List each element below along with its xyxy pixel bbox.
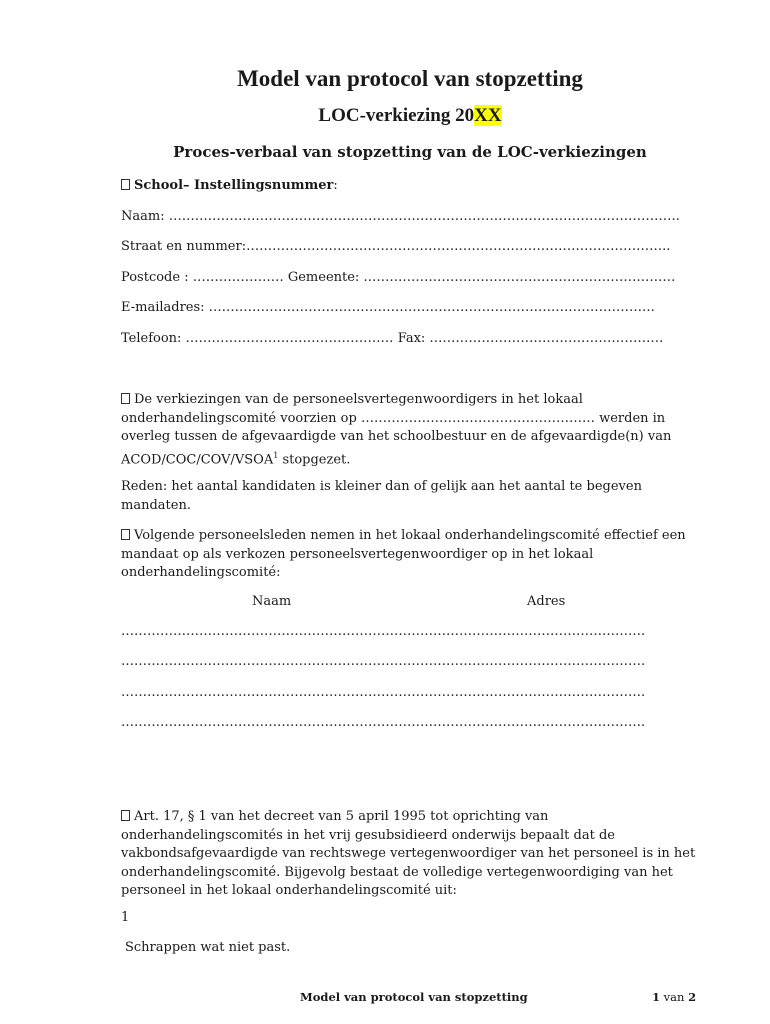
p1-end: stopgezet. xyxy=(278,451,351,467)
column-adres: Adres xyxy=(527,594,566,609)
document-title: Model van protocol van stopzetting xyxy=(237,66,583,91)
subtitle-highlight: XX xyxy=(474,105,502,126)
column-naam: Naam xyxy=(252,594,292,609)
dotted-line: …………………………………………………………………………………………………………. xyxy=(121,715,646,730)
footer-title: Model van protocol van stopzetting xyxy=(300,990,528,1004)
naam-field: Naam: ………………………………………………………………………………………………………. xyxy=(121,209,680,224)
paragraph-reden: Reden: het aantal kandidaten is kleiner dan of gelijk aan het aantal te begeven mandaten. xyxy=(121,479,642,513)
straat-field: Straat en nummer:…………………………………………………………………………………….. xyxy=(121,239,671,254)
p2-text: Volgende personeelsleden nemen in het lokaal onderhandelingscomité effectief een mandaat op als verkozen personeelsvertegenwoordiger op in het lokaal onderhandelingscomité: xyxy=(121,528,686,580)
paragraph-personeelsleden xyxy=(121,527,701,583)
footnote-number: 1 xyxy=(121,910,130,925)
page-number xyxy=(652,990,696,1004)
art-text: Art. 17, § 1 van het decreet van 5 april 1995 tot oprichting van onderhandelingscomités in het vrij gesubsidieerd onderwijs bepaalt dat de vakbondsafgevaardigde van rechtswege vertegenwoordiger van het personeel is in het onderhandelingscomité. Bijgevolg bestaat de volledige vertegenwoordiging van het personeel in het lokaal onderhandelingscomité uit: xyxy=(121,809,696,898)
paragraph-article xyxy=(121,808,701,901)
telefoon-field: Telefoon: ………………………………………… Fax: ……………………………………………… xyxy=(121,331,664,346)
checkbox-icon xyxy=(121,529,130,540)
page-total: 2 xyxy=(688,990,697,1004)
school-label: School– Instellingsnummer xyxy=(134,178,334,193)
subtitle-text: LOC-verkiezing 20 xyxy=(318,105,475,126)
dotted-line: …………………………………………………………………………………………………………. xyxy=(121,624,646,639)
school-line xyxy=(121,178,338,193)
document-subtitle xyxy=(0,105,770,127)
school-suffix: : xyxy=(333,178,338,193)
p1-text: De verkiezingen van de personeelsvertegenwoordigers in het lokaal onderhandelingscomité voorzien op ……………………………………………… werden in overleg tussen de afgevaardigde van het schoolbestuur en de afgevaardigde(n) van ACOD/COC/COV/VSOA xyxy=(121,392,672,467)
page-sep: van xyxy=(660,990,689,1004)
dotted-line: …………………………………………………………………………………………………………. xyxy=(121,685,646,700)
paragraph-stopzetting xyxy=(121,391,701,469)
footnote-text: Schrappen wat niet past. xyxy=(125,940,291,955)
dotted-line: …………………………………………………………………………………………………………. xyxy=(121,654,646,669)
checkbox-icon xyxy=(121,393,130,404)
email-field: E-mailadres: …………………………………………………………………………………………. xyxy=(121,300,655,315)
section-heading: Proces-verbaal van stopzetting van de LOC-verkiezingen xyxy=(173,143,647,161)
page-current: 1 xyxy=(652,990,661,1004)
postcode-field: Postcode : ………………… Gemeente: ……………………………………………………………… xyxy=(121,270,676,285)
checkbox-icon xyxy=(121,179,130,190)
checkbox-icon xyxy=(121,810,130,821)
footnote-ref: 1 xyxy=(273,450,279,460)
